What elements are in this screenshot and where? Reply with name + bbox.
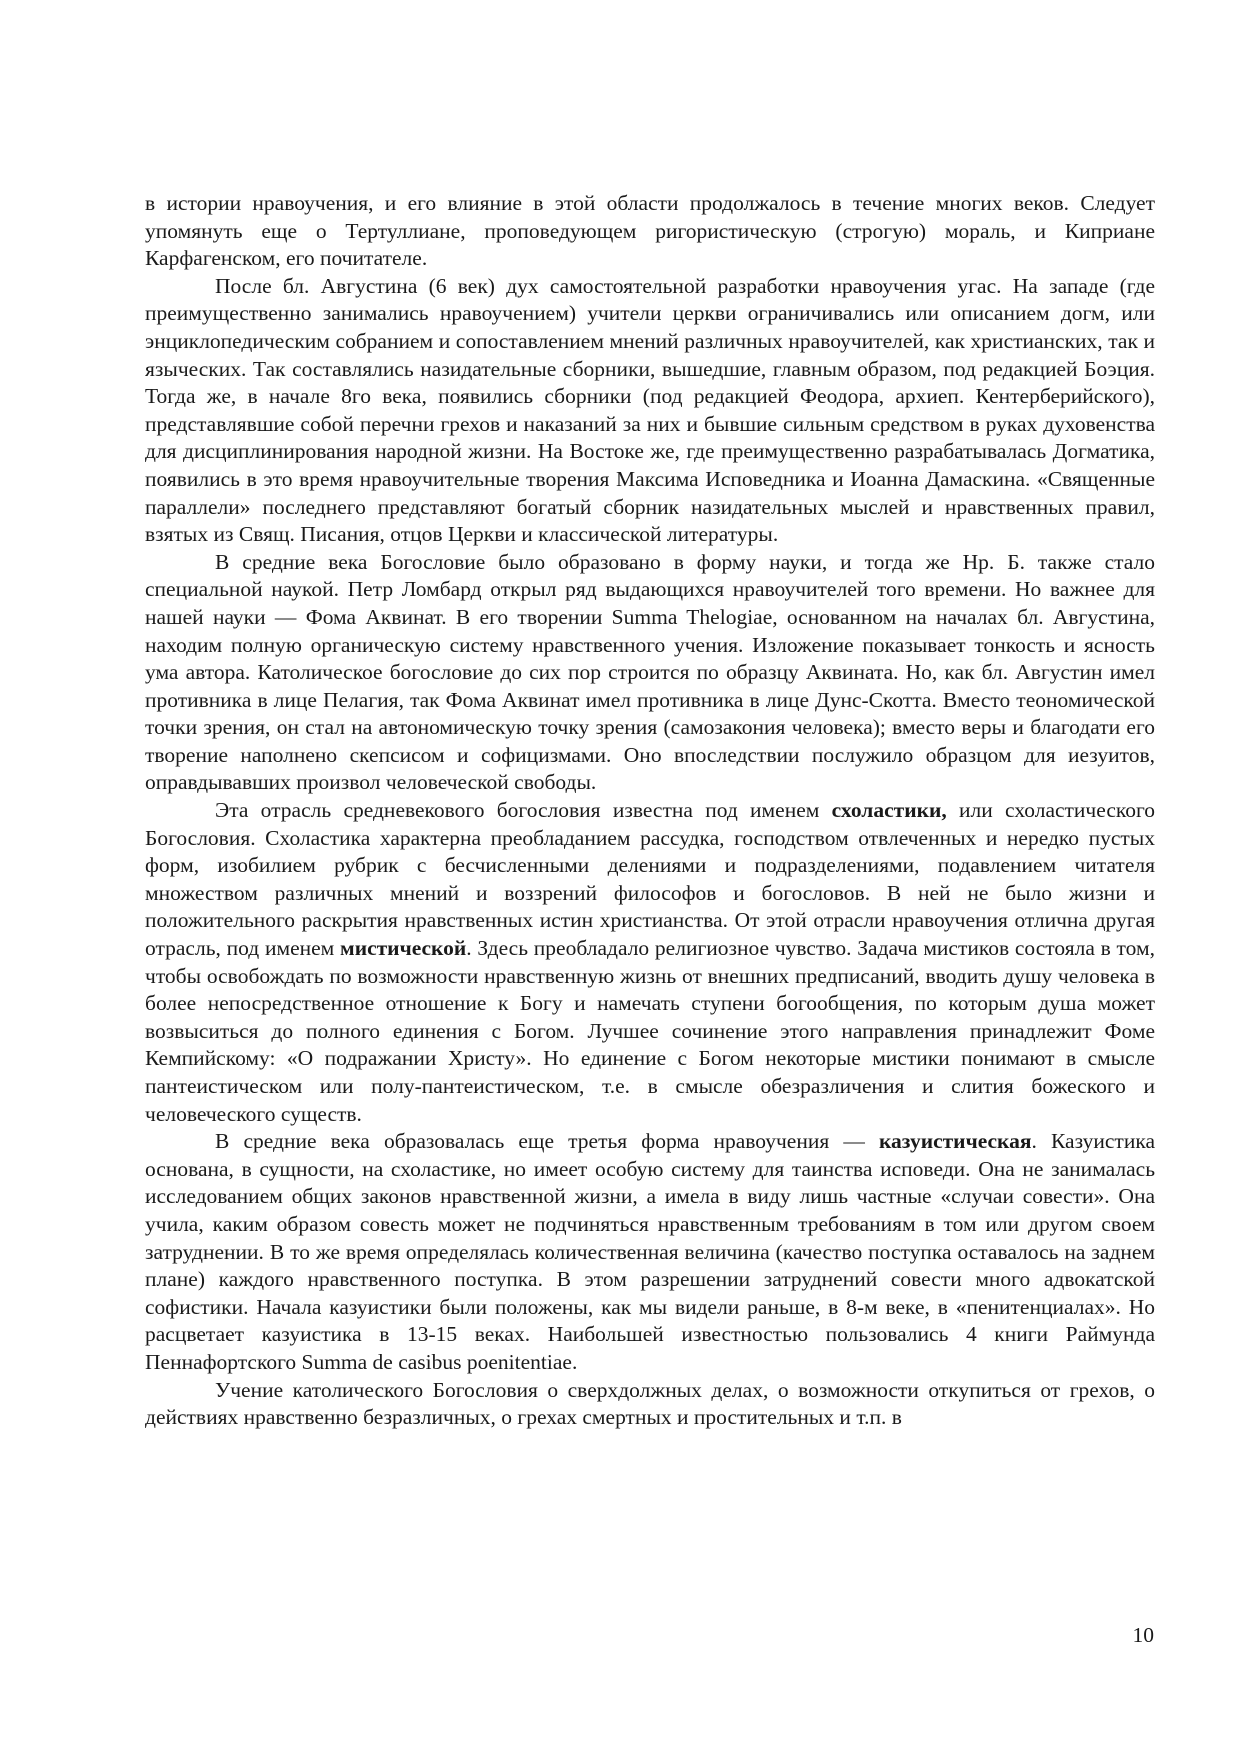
term-mystical: мистической bbox=[340, 936, 467, 961]
paragraph-1 bbox=[145, 190, 1155, 273]
paragraph-4-text-c: . Здесь преобладало религиозное чувство. Задача мистиков состояла в том, чтобы освобождать по возможности нравственную жизнь от внешних предписаний, вводить душу человека в более непосредственное отношение к Богу и намечать ступени богообщения, по которым душа может возвыситься до полного единения с Богом. Лучшее сочинение этого направления принадлежит Фоме Кемпийскому: «О подражании Христу». Но единение с Богом некоторые мистики понимают в смысле пантеистическом или полу-пантеистическом, т.е. в смысле обезразличения и слития божеского и человеческого существ. bbox=[145, 936, 1155, 1126]
term-scholasticism: схоластики, bbox=[831, 798, 947, 823]
paragraph-6 bbox=[145, 1377, 1155, 1432]
paragraph-5-text-b: . Казуистика основана, в сущности, на схоластике, но имеет особую систему для таинства исповеди. Она не занималась исследованием общих законов нравственной жизни, а имела в виду лишь частные «случаи совести». Она учила, каким образом совесть может не подчиняться нравственным требованиям в том или другом своем затруднении. В то же время определялась количественная величина (качество поступка оставалось на заднем плане) каждого нравственного поступка. В этом разрешении затруднений совести много адвокатской софистики. Начала казуистики были положены, как мы видели раньше, в 8-м веке, в «пенитенциалах». Но расцветает казуистика в 13-15 веках. Наибольшей известностью пользовались 4 книги Раймунда Пеннафортского Summa de casibus poenitentiae. bbox=[145, 1129, 1155, 1374]
body-text bbox=[145, 190, 1155, 1432]
paragraph-5-text-a: В средние века образовалась еще третья форма нравоучения — bbox=[215, 1129, 879, 1154]
page-number: 10 bbox=[1132, 1623, 1154, 1647]
paragraph-1-text: в истории нравоучения, и его влияние в этой области продолжалось в течение многих веков. Следует упомянуть еще о Тертуллиане, проповедующем ригористическую (строгую) мораль, и Киприане Карфагенском, его почитателе. bbox=[145, 191, 1155, 271]
paragraph-2 bbox=[145, 273, 1155, 549]
paragraph-4-text-a: Эта отрасль средневекового богословия известна под именем bbox=[215, 798, 832, 823]
paragraph-6-text: Учение католического Богословия о сверхдолжных делах, о возможности откупиться от грехов, о действиях нравственно безразличных, о грехах смертных и простительных и т.п. в bbox=[145, 1377, 1155, 1430]
paragraph-3-text: В средние века Богословие было образовано в форму науки, и тогда же Нр. Б. также стало специальной наукой. Петр Ломбард открыл ряд выдающихся нравоучителей того времени. Но важнее для нашей науки — Фома Аквинат. В его творении Summa Thelogiae, основанном на началах бл. Августина, находим полную органическую систему нравственного учения. Изложение показывает тонкость и ясность ума автора. Католическое богословие до сих пор строится по образцу Аквината. Но, как бл. Августин имел противника в лице Пелагия, так Фома Аквинат имел противника в лице Дунс-Скотта. Вместо теономической точки зрения, он стал на автономическую точку зрения (самозакония человека); вместо веры и благодати его творение наполнено скепсисом и софицизмами. Оно впоследствии послужило образцом для иезуитов, оправдывавших произвол человеческой свободы. bbox=[145, 549, 1155, 795]
paragraph-2-text: После бл. Августина (6 век) дух самостоятельной разработки нравоучения угас. На западе (где преимущественно занимались нравоучением) учители церкви ограничивались или описанием догм, или энциклопедическим собранием и сопоставлением мнений различных нравоучителей, как христианских, так и языческих. Так составлялись назидательные сборники, вышедшие, главным образом, под редакцией Боэция. Тогда же, в начале 8го века, появились сборники (под редакцией Феодора, архиеп. Кентерберийского), представлявшие собой перечни грехов и наказаний за них и бывшие сильным средством в руках духовенства для дисциплинирования народной жизни. На Востоке же, где преимущественно разрабатывалась Догматика, появились в это время нравоучительные творения Максима Исповедника и Иоанна Дамаскина. «Священные параллели» последнего представляют богатый сборник назидательных мыслей и нравственных правил, взятых из Свящ. Писания, отцов Церкви и классической литературы. bbox=[145, 273, 1155, 547]
paragraph-5 bbox=[145, 1128, 1155, 1376]
paragraph-4-text-b: или схоластического Богословия. Схоластика характерна преобладанием рассудка, господством отвлеченных и нередко пустых форм, изобилием рубрик с бесчисленными делениями и подразделениями, подавлением читателя множеством различных мнений и воззрений философов и богословов. В ней не было жизни и положительного раскрытия нравственных истин христианства. От этой отрасли нравоучения отлична другая отрасль, под именем bbox=[145, 798, 1156, 961]
paragraph-3 bbox=[145, 549, 1155, 797]
paragraph-4 bbox=[145, 797, 1155, 1128]
term-casuistic: казуистическая bbox=[878, 1129, 1032, 1154]
